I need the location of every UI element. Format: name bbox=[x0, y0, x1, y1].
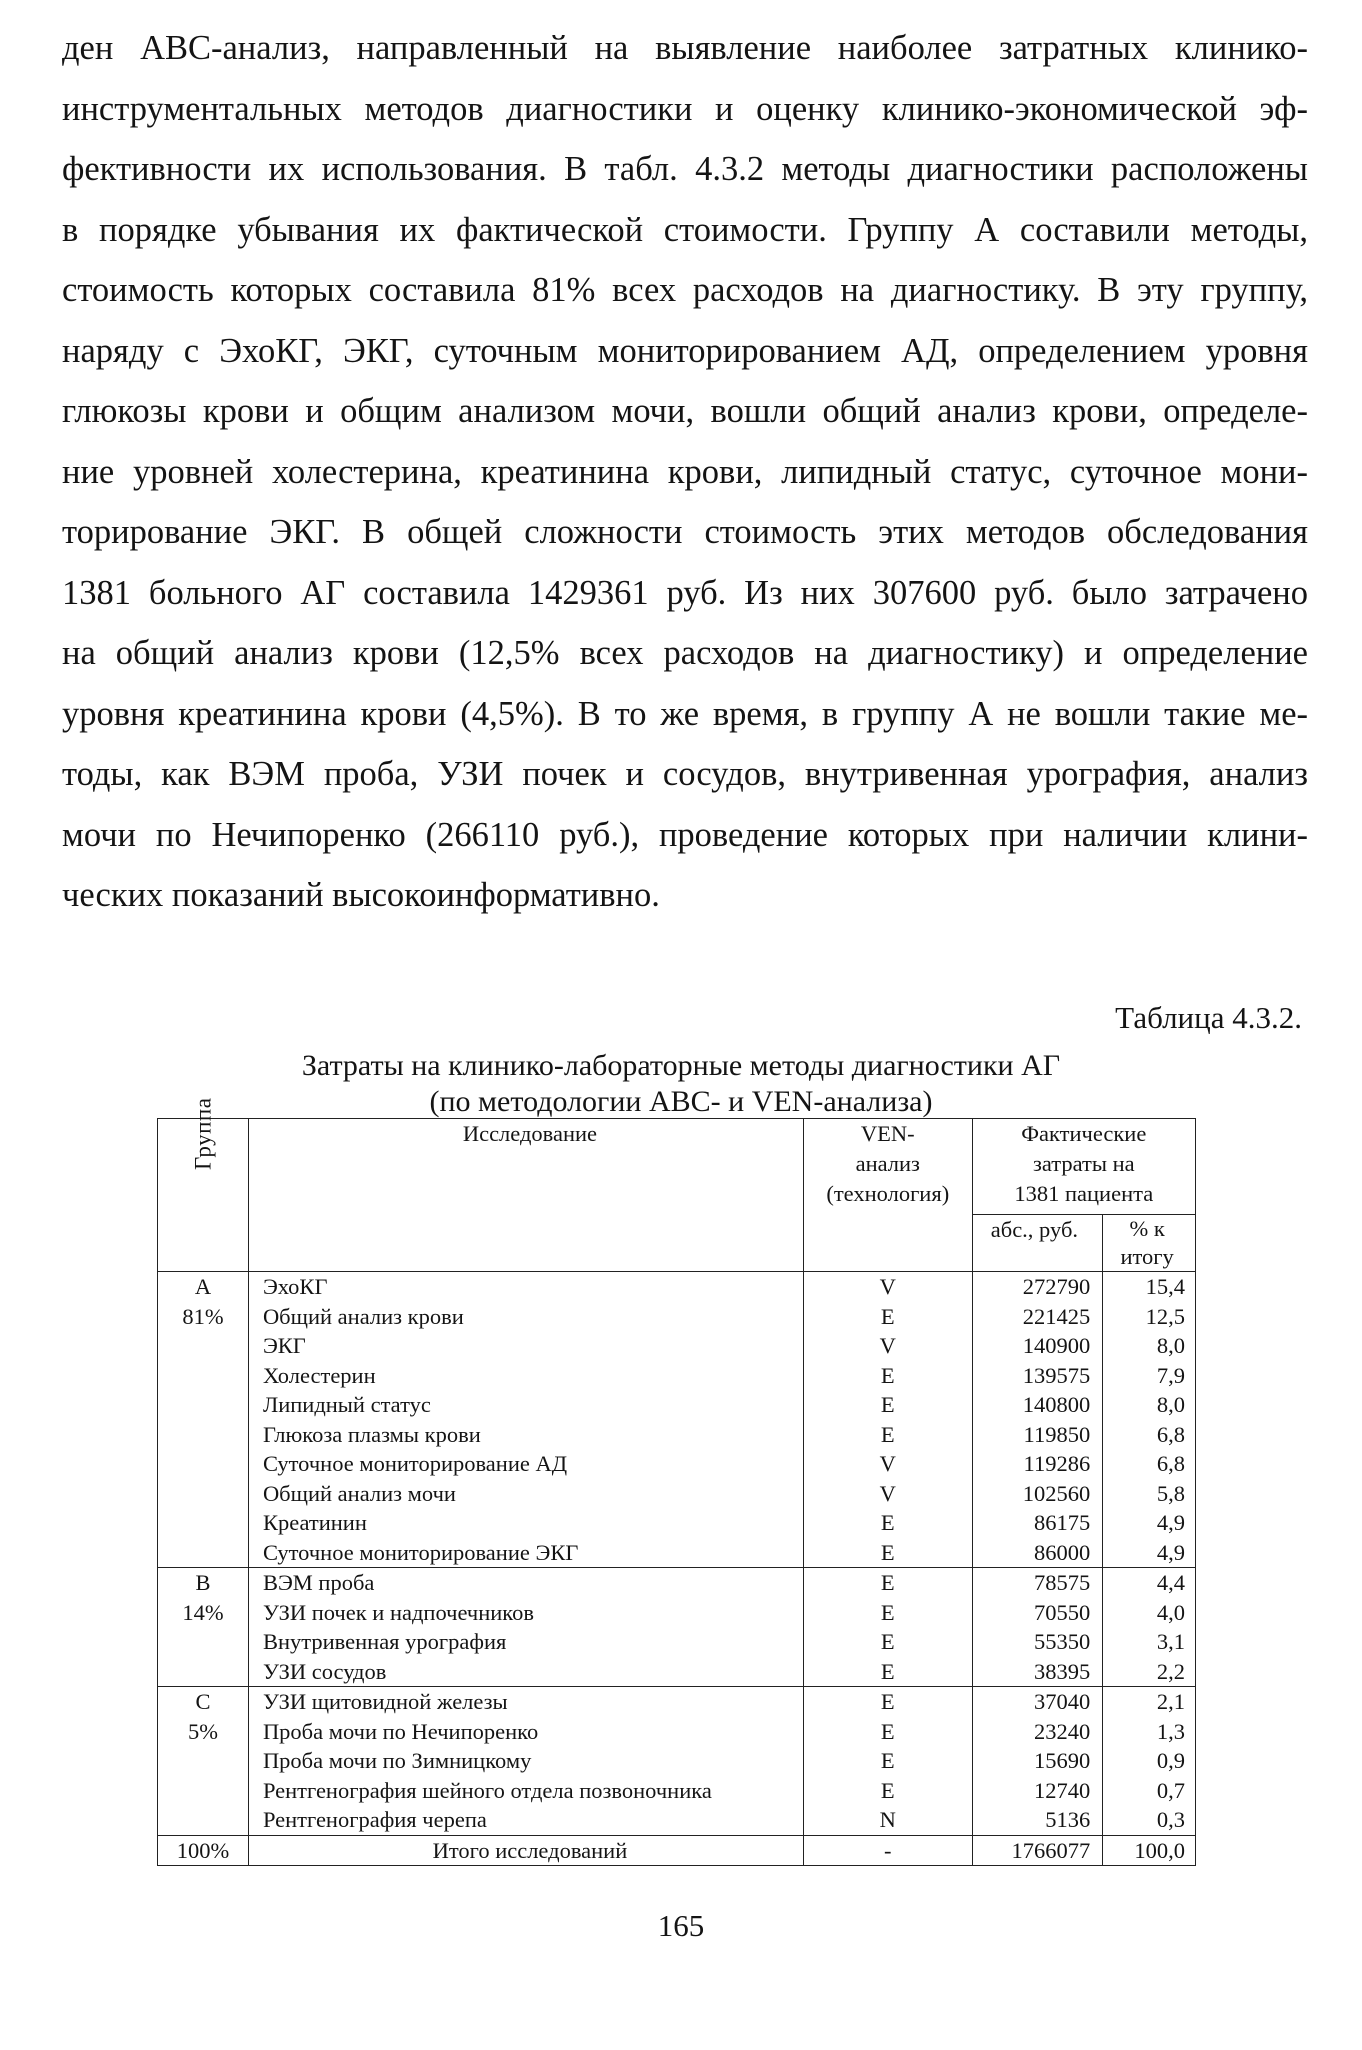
paragraph-line: ден ABC-анализ, направленный на выявление наиболее затратных клинико- bbox=[62, 29, 1308, 67]
row-abs: 86175 bbox=[972, 1508, 1103, 1538]
row-pct: 4,9 bbox=[1103, 1538, 1196, 1568]
paragraph-line: торирование ЭКГ. В общей сложности стоимость этих методов обследования bbox=[62, 513, 1308, 551]
row-pct: 2,1 bbox=[1103, 1687, 1196, 1717]
table-title bbox=[156, 1048, 1206, 1120]
row-study: Холестерин bbox=[248, 1361, 803, 1391]
row-pct: 0,3 bbox=[1103, 1805, 1196, 1835]
row-abs: 221425 bbox=[972, 1302, 1103, 1332]
paragraph-line: ческих показаний высокоинформативно. bbox=[62, 876, 660, 914]
row-pct: 15,4 bbox=[1103, 1272, 1196, 1302]
table-row bbox=[158, 1272, 1196, 1302]
row-pct: 4,0 bbox=[1103, 1598, 1196, 1628]
table-header-row bbox=[158, 1119, 1196, 1215]
row-abs: 86000 bbox=[972, 1538, 1103, 1568]
row-group bbox=[158, 1627, 249, 1657]
row-study: Рентгенография шейного отдела позвоночника bbox=[248, 1776, 803, 1806]
table-row bbox=[158, 1361, 1196, 1391]
header-cost-line: затраты на bbox=[1032, 1151, 1135, 1176]
row-abs: 140900 bbox=[972, 1331, 1103, 1361]
row-abs: 140800 bbox=[972, 1390, 1103, 1420]
row-group bbox=[158, 1361, 249, 1391]
row-abs: 139575 bbox=[972, 1361, 1103, 1391]
row-ven: V bbox=[803, 1449, 972, 1479]
row-study: ЭхоКГ bbox=[248, 1272, 803, 1302]
row-abs: 5136 bbox=[972, 1805, 1103, 1835]
row-abs: 15690 bbox=[972, 1746, 1103, 1776]
header-ven-line: VEN- bbox=[860, 1121, 915, 1146]
paragraph-line: 1381 больного АГ составила 1429361 руб. Из них 307600 руб. было затрачено bbox=[62, 573, 1308, 612]
row-pct: 5,8 bbox=[1103, 1479, 1196, 1509]
row-pct: 12,5 bbox=[1103, 1302, 1196, 1332]
table-row bbox=[158, 1687, 1196, 1717]
header-abs: абс., руб. bbox=[972, 1215, 1103, 1272]
table-row bbox=[158, 1657, 1196, 1687]
paragraph-line: фективности их использования. В табл. 4.3.2 методы диагностики расположены bbox=[62, 150, 1308, 188]
row-study: Креатинин bbox=[248, 1508, 803, 1538]
row-pct: 0,7 bbox=[1103, 1776, 1196, 1806]
row-group bbox=[158, 1390, 249, 1420]
row-abs: 272790 bbox=[972, 1272, 1103, 1302]
row-group bbox=[158, 1657, 249, 1687]
paragraph-line: уровня креатинина крови (4,5%). В то же время, в группу А не вошли такие ме- bbox=[62, 694, 1308, 733]
paragraph-line: в порядке убывания их фактической стоимости. Группу А составили методы, bbox=[62, 210, 1308, 249]
row-abs: 78575 bbox=[972, 1568, 1103, 1598]
table-row bbox=[158, 1805, 1196, 1835]
total-pct: 100,0 bbox=[1103, 1835, 1196, 1866]
row-abs: 37040 bbox=[972, 1687, 1103, 1717]
row-ven: E bbox=[803, 1776, 972, 1806]
header-ven bbox=[803, 1119, 972, 1272]
page-number: 165 bbox=[657, 1908, 705, 1943]
table-row bbox=[158, 1390, 1196, 1420]
row-study: Внутривенная урография bbox=[248, 1627, 803, 1657]
table-row bbox=[158, 1331, 1196, 1361]
paragraph-line: глюкозы крови и общим анализом мочи, вошли общий анализ крови, определе- bbox=[62, 392, 1308, 430]
row-ven: E bbox=[803, 1657, 972, 1687]
header-group bbox=[158, 1097, 249, 1272]
row-group: 81% bbox=[158, 1302, 249, 1332]
table-body bbox=[158, 1272, 1196, 1836]
row-study: УЗИ сосудов bbox=[248, 1657, 803, 1687]
row-group: A bbox=[158, 1272, 249, 1302]
row-study: Суточное мониторирование ЭКГ bbox=[248, 1538, 803, 1568]
row-pct: 6,8 bbox=[1103, 1449, 1196, 1479]
row-group bbox=[158, 1449, 249, 1479]
row-study: Глюкоза плазмы крови bbox=[248, 1420, 803, 1450]
header-pct-line: % к bbox=[1129, 1216, 1165, 1241]
row-pct: 4,4 bbox=[1103, 1568, 1196, 1598]
row-study: Суточное мониторирование АД bbox=[248, 1449, 803, 1479]
table-row bbox=[158, 1717, 1196, 1747]
row-ven: V bbox=[803, 1479, 972, 1509]
row-group bbox=[158, 1331, 249, 1361]
row-ven: E bbox=[803, 1420, 972, 1450]
row-pct: 6,8 bbox=[1103, 1420, 1196, 1450]
row-pct: 8,0 bbox=[1103, 1390, 1196, 1420]
table-row bbox=[158, 1538, 1196, 1568]
paragraph-line: тоды, как ВЭМ проба, УЗИ почек и сосудов, внутривенная урография, анализ bbox=[62, 755, 1308, 793]
row-pct: 2,2 bbox=[1103, 1657, 1196, 1687]
row-study: Общий анализ мочи bbox=[248, 1479, 803, 1509]
row-group: 5% bbox=[158, 1717, 249, 1747]
table-row bbox=[158, 1420, 1196, 1450]
header-group-label: Группа bbox=[190, 1097, 216, 1170]
row-group: C bbox=[158, 1687, 249, 1717]
row-group bbox=[158, 1420, 249, 1450]
header-cost bbox=[972, 1119, 1195, 1215]
total-abs: 1766077 bbox=[972, 1835, 1103, 1866]
table-label: Таблица 4.3.2. bbox=[1115, 1000, 1302, 1035]
row-abs: 102560 bbox=[972, 1479, 1103, 1509]
row-ven: V bbox=[803, 1272, 972, 1302]
table-row bbox=[158, 1508, 1196, 1538]
row-abs: 70550 bbox=[972, 1598, 1103, 1628]
total-group: 100% bbox=[158, 1835, 249, 1866]
header-pct bbox=[1103, 1215, 1196, 1272]
header-pct-line: итогу bbox=[1120, 1244, 1174, 1269]
table-row bbox=[158, 1598, 1196, 1628]
paragraph-line: мочи по Нечипоренко (266110 руб.), проведение которых при наличии клини- bbox=[62, 815, 1308, 854]
table-row bbox=[158, 1302, 1196, 1332]
table-row bbox=[158, 1479, 1196, 1509]
body-paragraph bbox=[62, 18, 1308, 926]
row-ven: E bbox=[803, 1538, 972, 1568]
paragraph-line: ние уровней холестерина, креатинина крови, липидный статус, суточное мони- bbox=[62, 452, 1308, 491]
table-row bbox=[158, 1776, 1196, 1806]
row-pct: 4,9 bbox=[1103, 1508, 1196, 1538]
table-title-line: (по методологии ABC- и VEN-анализа) bbox=[429, 1085, 933, 1118]
row-ven: E bbox=[803, 1361, 972, 1391]
row-abs: 55350 bbox=[972, 1627, 1103, 1657]
table-row bbox=[158, 1568, 1196, 1598]
row-ven: E bbox=[803, 1598, 972, 1628]
row-abs: 119286 bbox=[972, 1449, 1103, 1479]
row-ven: E bbox=[803, 1508, 972, 1538]
table-row bbox=[158, 1627, 1196, 1657]
row-group bbox=[158, 1746, 249, 1776]
row-ven: E bbox=[803, 1302, 972, 1332]
row-ven: E bbox=[803, 1390, 972, 1420]
row-group: B bbox=[158, 1568, 249, 1598]
row-study: Липидный статус bbox=[248, 1390, 803, 1420]
paragraph-line: стоимость которых составила 81% всех расходов на диагностику. В эту группу, bbox=[62, 271, 1308, 309]
row-group bbox=[158, 1538, 249, 1568]
row-abs: 23240 bbox=[972, 1717, 1103, 1747]
row-study: Проба мочи по Нечипоренко bbox=[248, 1717, 803, 1747]
total-ven: - bbox=[803, 1835, 972, 1866]
row-study: УЗИ щитовидной железы bbox=[248, 1687, 803, 1717]
row-pct: 7,9 bbox=[1103, 1361, 1196, 1391]
row-ven: E bbox=[803, 1568, 972, 1598]
row-pct: 3,1 bbox=[1103, 1627, 1196, 1657]
row-study: Рентгенография черепа bbox=[248, 1805, 803, 1835]
row-study: Общий анализ крови bbox=[248, 1302, 803, 1332]
total-row bbox=[158, 1835, 1196, 1866]
row-ven: E bbox=[803, 1717, 972, 1747]
row-pct: 8,0 bbox=[1103, 1331, 1196, 1361]
row-study: Проба мочи по Зимницкому bbox=[248, 1746, 803, 1776]
row-abs: 119850 bbox=[972, 1420, 1103, 1450]
row-ven: V bbox=[803, 1331, 972, 1361]
paragraph-line: на общий анализ крови (12,5% всех расходов на диагностику) и определение bbox=[62, 634, 1308, 672]
table-row bbox=[158, 1449, 1196, 1479]
paragraph-line: инструментальных методов диагностики и оценку клинико-экономической эф- bbox=[62, 89, 1308, 128]
row-group bbox=[158, 1508, 249, 1538]
header-ven-line: анализ bbox=[855, 1151, 920, 1176]
row-abs: 38395 bbox=[972, 1657, 1103, 1687]
row-abs: 12740 bbox=[972, 1776, 1103, 1806]
row-study: ВЭМ проба bbox=[248, 1568, 803, 1598]
total-label: Итого исследований bbox=[248, 1835, 803, 1866]
row-ven: E bbox=[803, 1627, 972, 1657]
header-cost-line: 1381 пациента bbox=[1014, 1181, 1154, 1206]
row-pct: 0,9 bbox=[1103, 1746, 1196, 1776]
row-ven: N bbox=[803, 1805, 972, 1835]
row-pct: 1,3 bbox=[1103, 1717, 1196, 1747]
paragraph-line: наряду с ЭхоКГ, ЭКГ, суточным мониторированием АД, определением уровня bbox=[62, 331, 1308, 370]
row-group bbox=[158, 1776, 249, 1806]
row-ven: E bbox=[803, 1687, 972, 1717]
row-group bbox=[158, 1479, 249, 1509]
row-ven: E bbox=[803, 1746, 972, 1776]
row-group bbox=[158, 1805, 249, 1835]
row-group: 14% bbox=[158, 1598, 249, 1628]
table-row bbox=[158, 1746, 1196, 1776]
header-cost-line: Фактические bbox=[1021, 1121, 1147, 1146]
header-study: Исследование bbox=[248, 1119, 803, 1272]
row-study: УЗИ почек и надпочечников bbox=[248, 1598, 803, 1628]
header-ven-line: (технология) bbox=[826, 1181, 950, 1206]
table-title-line: Затраты на клинико-лабораторные методы диагностики АГ bbox=[301, 1049, 1061, 1082]
row-study: ЭКГ bbox=[248, 1331, 803, 1361]
